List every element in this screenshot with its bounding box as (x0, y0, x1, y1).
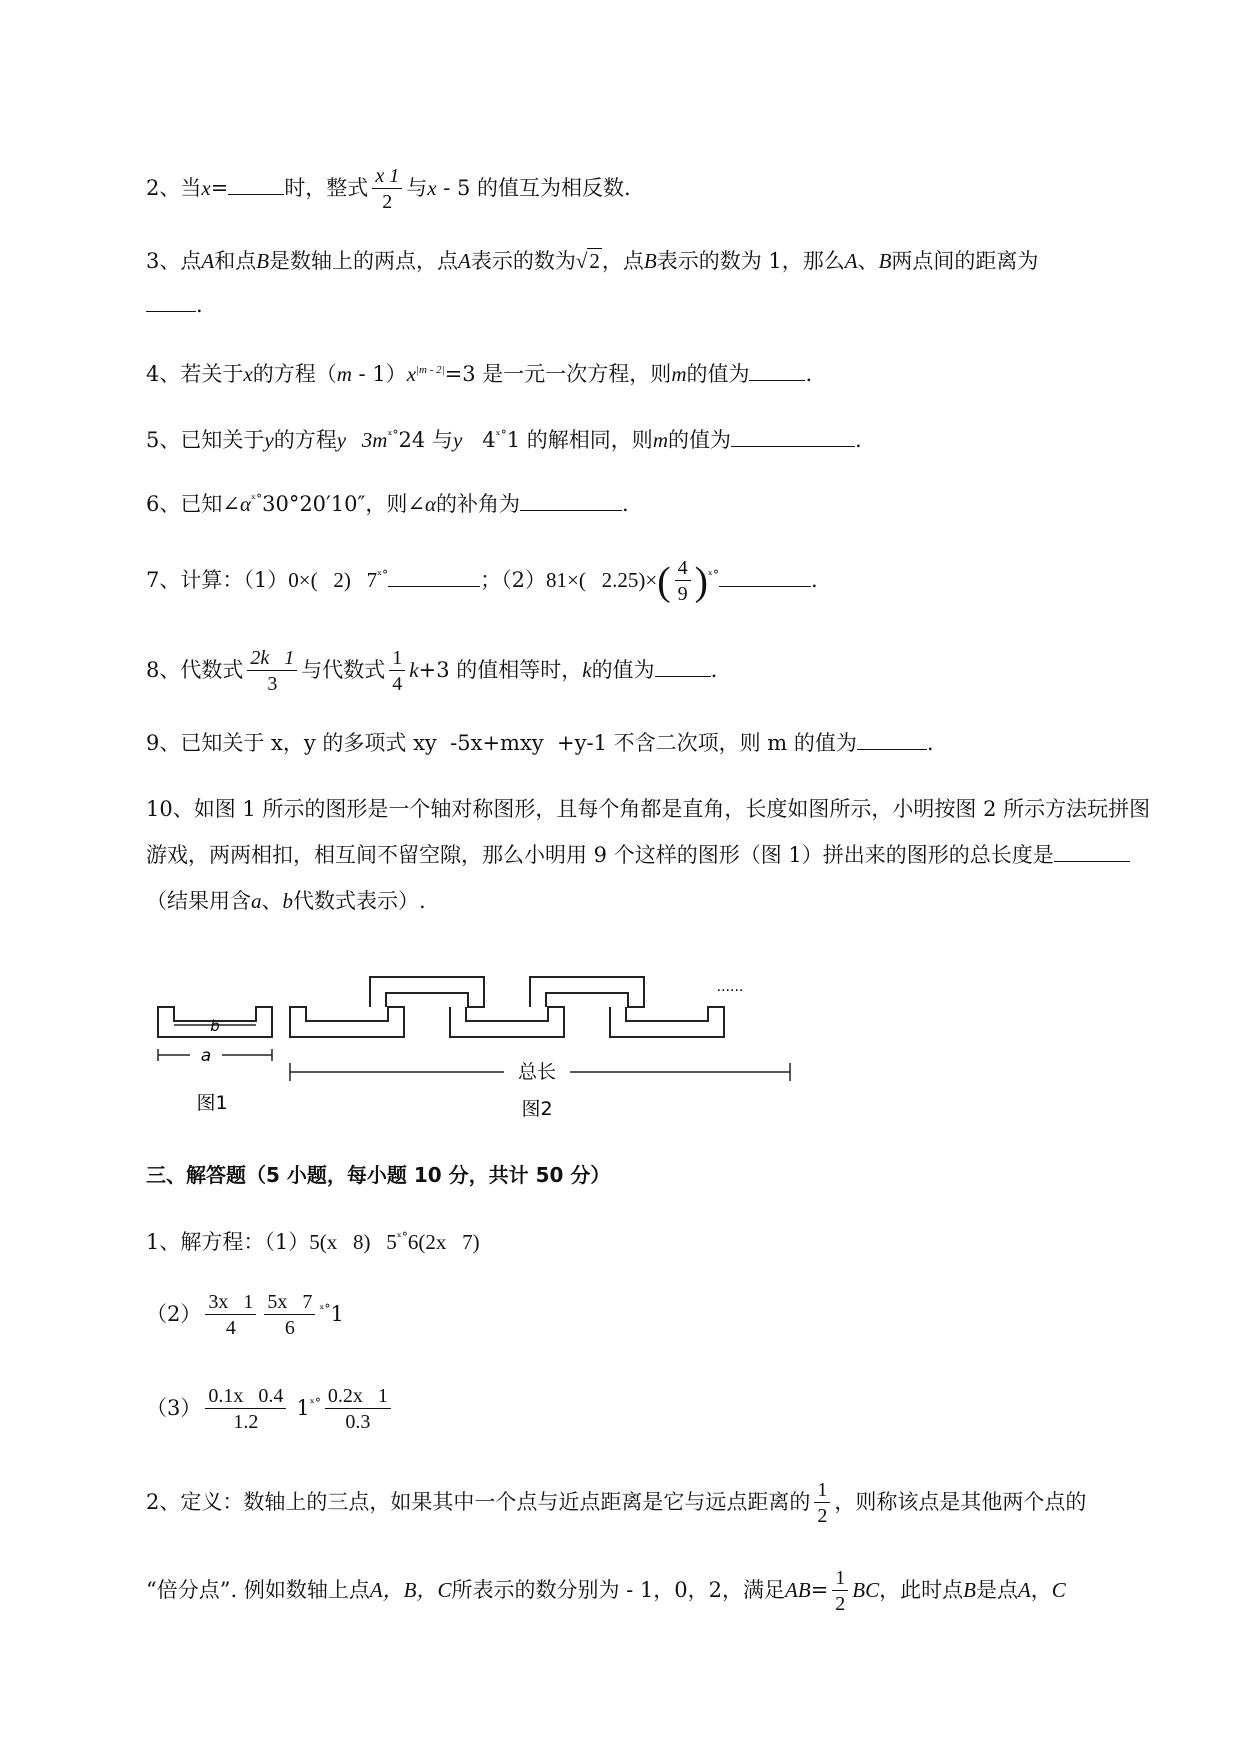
question-3 (146, 246, 1038, 276)
q3-point-a3: A (844, 249, 858, 273)
q7-glyph-2: ˣ° (707, 568, 719, 582)
q2-text-post: 与 (406, 176, 428, 200)
q3-answer-blank[interactable] (146, 291, 196, 312)
s1-p3-fraction-2 (325, 1384, 391, 1435)
q7-text-b: ；（2） (480, 568, 547, 592)
q5-eq2-a: 4 (462, 428, 496, 452)
q7-answer-blank-2[interactable] (719, 566, 811, 587)
s2-eq: = (810, 1578, 829, 1602)
s1-p3-label: （3） (146, 1396, 202, 1420)
q7-fraction (675, 556, 691, 607)
q5-glyph-1: ˣ° (387, 428, 399, 442)
puzzle-figure-svg (150, 945, 870, 1125)
q6-end: . (622, 492, 629, 516)
s2-line2-d: 是点 (975, 1578, 1018, 1602)
fig1-label-b: b (210, 1017, 220, 1035)
q3-text-g: 两点间的距离为 (891, 249, 1039, 273)
fig2-total-label: 总长 (517, 1061, 557, 1083)
s1-p3-fraction-1 (205, 1384, 286, 1435)
q2-fraction (372, 164, 402, 215)
solve-2-line-2 (146, 1566, 1066, 1617)
solve-2 (146, 1478, 1086, 1529)
q2-post-var: x (427, 176, 437, 200)
q5-eq1-a: 3m (346, 428, 388, 452)
q10-answer-blank[interactable] (1054, 841, 1130, 862)
q8-var-k2: k (582, 658, 592, 682)
question-8 (146, 646, 717, 697)
s2-text-b: ，则称该点是其他两个点的 (834, 1490, 1087, 1514)
q5-answer-blank[interactable] (731, 426, 855, 447)
q5-eq1-y: y (336, 428, 347, 452)
q2-eq: = (210, 176, 229, 200)
q5-text-b: 的方程 (273, 428, 337, 452)
fig2-piece-5 (610, 1007, 724, 1037)
q6-alpha-2: α (424, 492, 437, 516)
q3-text-b: 和点 (214, 249, 257, 273)
q5-eq2-b: 1 的解相同，则 (506, 428, 653, 452)
s2-frac-den: 2 (817, 1505, 828, 1527)
q3-point-b: B (256, 249, 270, 273)
s2-point-a: A (1017, 1578, 1031, 1602)
s1-p3-f1-den: 1.2 (233, 1411, 259, 1433)
s1-p2-f1-num: 3x 1 (205, 1290, 256, 1315)
q4-var-x2: x (406, 362, 417, 386)
solve-1 (146, 1222, 480, 1257)
q2-text-end: - 5 的值互为相反数. (436, 176, 631, 200)
question-7 (146, 556, 818, 607)
q8-fraction-1 (247, 646, 297, 697)
s1-p2-glyph: ˣ° (319, 1302, 331, 1316)
question-10 (146, 786, 1156, 924)
s2-line2-a: “倍分点”. 例如数轴上点 (146, 1578, 370, 1602)
q9-answer-blank[interactable] (857, 729, 927, 750)
q4-var-m: m (336, 362, 352, 386)
q2-answer-blank[interactable] (228, 174, 284, 195)
s1-expr: 5(x 8) 5 (309, 1230, 397, 1254)
sqrt-icon: √ (575, 249, 588, 273)
q7-right-paren: ) (694, 558, 708, 604)
s1-rhs: 6(2x 7) (407, 1230, 480, 1254)
q4-text-d: =3 是一元一次方程，则 (444, 362, 672, 386)
q5-var-m: m (652, 428, 668, 452)
s2-comma: ， (1030, 1578, 1052, 1602)
q7-expr-1: 0×( 2) 7 (288, 568, 378, 592)
q8-end: . (710, 658, 718, 682)
q7-frac-den: 9 (677, 583, 688, 605)
s2-line2-b: 所表示的数分别为 - 1，0，2，满足 (451, 1578, 786, 1602)
q2-var: x (201, 176, 211, 200)
q7-text-a: 7、计算：（1） (146, 568, 289, 592)
fig2-piece-4 (530, 977, 644, 1007)
q9-text: 9、已知关于 x，y 的多项式 xy -5x+mxy +y-1 不含二次项，则 m 的值为 (146, 731, 857, 755)
q4-text-c: - 1） (351, 362, 407, 386)
q7-glyph-1: ˣ° (377, 568, 389, 582)
fig1-caption: 图1 (196, 1092, 228, 1114)
q4-exponent: |m - 2| (416, 364, 445, 376)
q3-point-a2: A (458, 249, 471, 273)
q7-expr-2: 81×( 2.25)× (546, 568, 658, 592)
q3-point-b2: B (643, 249, 657, 273)
solve-1-part-2 (146, 1290, 344, 1341)
fig2-continuation-dots: ...... (716, 979, 744, 995)
q10-var-a: a (251, 889, 262, 913)
q8-text-d: 的值为 (591, 658, 655, 682)
q3-sep: 、 (857, 249, 879, 273)
q4-var-x: x (243, 362, 253, 386)
q10-text-a: 10、如图 1 所示的图形是一个轴对称图形，且每个角都是直角，长度如图所示，小明按图 2 所示方法玩拼图游戏，两两相扣，相互间不留空隙，那么小明用 9 个这样的图形（图 1）拼出来的图形的总长度是 (146, 797, 1151, 867)
q4-end: . (805, 362, 813, 386)
q5-eq2-y: y (452, 428, 463, 452)
q10-sep: 、 (261, 889, 283, 913)
q2-text-start: 2、当 (146, 176, 202, 200)
s1-p2-fraction-2 (264, 1290, 315, 1341)
q8-var-k: k (409, 658, 419, 682)
q8-frac2-den: 4 (392, 673, 403, 695)
puzzle-figure (150, 945, 870, 1129)
q6-alpha: α (239, 492, 251, 516)
s2-frac2-num: 1 (832, 1566, 848, 1591)
q4-text-b: 的方程（ (252, 362, 337, 386)
s1-p2-f2-num: 5x 7 (264, 1290, 315, 1315)
q8-frac1-num: 2k 1 (247, 646, 297, 671)
q7-end: . (810, 568, 818, 592)
q3-point-b3: B (878, 249, 892, 273)
solve-1-part-3 (146, 1384, 395, 1435)
s2-frac-num: 1 (814, 1478, 830, 1503)
s2-text-a: 2、定义：数轴上的三点，如果其中一个点与近点距离是它与远点距离的 (146, 1490, 811, 1514)
fig2-piece-3 (450, 1007, 564, 1037)
q3-text-a: 3、点 (146, 249, 202, 273)
question-4 (146, 355, 812, 389)
q10-var-b: b (282, 889, 293, 913)
q8-frac2-num: 1 (389, 646, 405, 671)
q3-point-a: A (201, 249, 215, 273)
q4-text-e: 的值为 (686, 362, 750, 386)
q3-sqrt (576, 246, 602, 276)
s2-fraction-2 (832, 1566, 848, 1617)
q7-frac-num: 4 (675, 556, 691, 581)
s1-label: 1、解方程：（1） (146, 1230, 310, 1254)
s2-points: A，B，C (369, 1578, 452, 1602)
q5-text-c: 的值为 (667, 428, 731, 452)
fig2-piece-2 (370, 977, 484, 1007)
s1-p2-label: （2） (146, 1302, 202, 1326)
q8-text-c: +3 的值相等时， (418, 658, 583, 682)
q2-frac-num: x 1 (372, 164, 402, 189)
s1-p3-f2-num: 0.2x 1 (325, 1384, 391, 1409)
q6-glyph: ˣ° (251, 492, 263, 506)
question-9 (146, 728, 934, 758)
q5-glyph-2: ˣ° (495, 428, 507, 442)
q5-eq1-b: 24 与 (398, 428, 453, 452)
q3-text-c: 是数轴上的两点，点 (269, 249, 459, 273)
s1-p3-glyph: ˣ° (309, 1396, 321, 1410)
s2-fraction-1 (814, 1478, 830, 1529)
q2-text-mid: 时，整式 (284, 176, 369, 200)
s2-point-c: C (1051, 1578, 1066, 1602)
q7-left-paren: ( (657, 558, 671, 604)
s1-glyph: ˣ° (396, 1230, 408, 1244)
s1-p3-mid: 1 (296, 1396, 310, 1420)
q7-answer-blank-1[interactable] (388, 566, 480, 587)
q6-answer-blank[interactable] (520, 490, 622, 511)
q5-var-y: y (264, 428, 274, 452)
q8-text-b: 与代数式 (301, 658, 386, 682)
q4-var-m2: m (671, 362, 687, 386)
s2-bc: BC (852, 1578, 880, 1602)
q5-text-a: 5、已知关于 (146, 428, 265, 452)
q3-text-e: ，点 (601, 249, 644, 273)
q8-fraction-2 (389, 646, 405, 697)
question-2 (146, 164, 631, 215)
q10-text-b: （结果用含 (146, 889, 251, 913)
s2-point-b: B (963, 1578, 976, 1602)
s2-line2-c: ，此时点 (879, 1578, 964, 1602)
q6-text-a: 6、已知∠ (146, 492, 240, 516)
s1-p3-f1-num: 0.1x 0.4 (205, 1384, 286, 1409)
section-3-title: 三、解答题（5 小题，每小题 10 分，共计 50 分） (146, 1163, 611, 1187)
question-6 (146, 484, 629, 519)
s2-ab: AB (785, 1578, 811, 1602)
fig2-piece-1 (290, 1007, 404, 1037)
q6-angle-value: 30°20′10″ (262, 492, 366, 516)
fig2-caption: 图2 (521, 1098, 553, 1120)
q10-text-c: 代数式表示）. (293, 889, 426, 913)
q3-end: . (196, 293, 203, 317)
q6-text-b: ，则∠ (365, 492, 425, 516)
s1-p2-f1-den: 4 (225, 1317, 236, 1339)
question-3-continued (146, 290, 203, 320)
q3-sqrt-value: 2 (589, 249, 600, 273)
q4-text-a: 4、若关于 (146, 362, 244, 386)
question-5 (146, 420, 862, 455)
q4-answer-blank[interactable] (749, 360, 805, 381)
q3-text-f: 表示的数为 1，那么 (656, 249, 845, 273)
q8-text-a: 8、代数式 (146, 658, 244, 682)
q2-frac-den: 2 (382, 191, 393, 213)
fig1-label-a: a (200, 1046, 212, 1066)
s1-p2-f2-den: 6 (284, 1317, 295, 1339)
s1-p3-f2-den: 0.3 (345, 1411, 371, 1433)
s1-p2-fraction-1 (205, 1290, 256, 1341)
q8-answer-blank[interactable] (655, 656, 711, 677)
q9-end: . (926, 731, 934, 755)
s1-p2-rhs: 1 (330, 1302, 344, 1326)
section-3-heading (146, 1160, 610, 1190)
q5-end: . (854, 428, 862, 452)
q8-frac1-den: 3 (267, 673, 278, 695)
s2-frac2-den: 2 (835, 1593, 846, 1615)
q6-text-c: 的补角为 (436, 492, 521, 516)
q3-text-d: 表示的数为 (470, 249, 576, 273)
